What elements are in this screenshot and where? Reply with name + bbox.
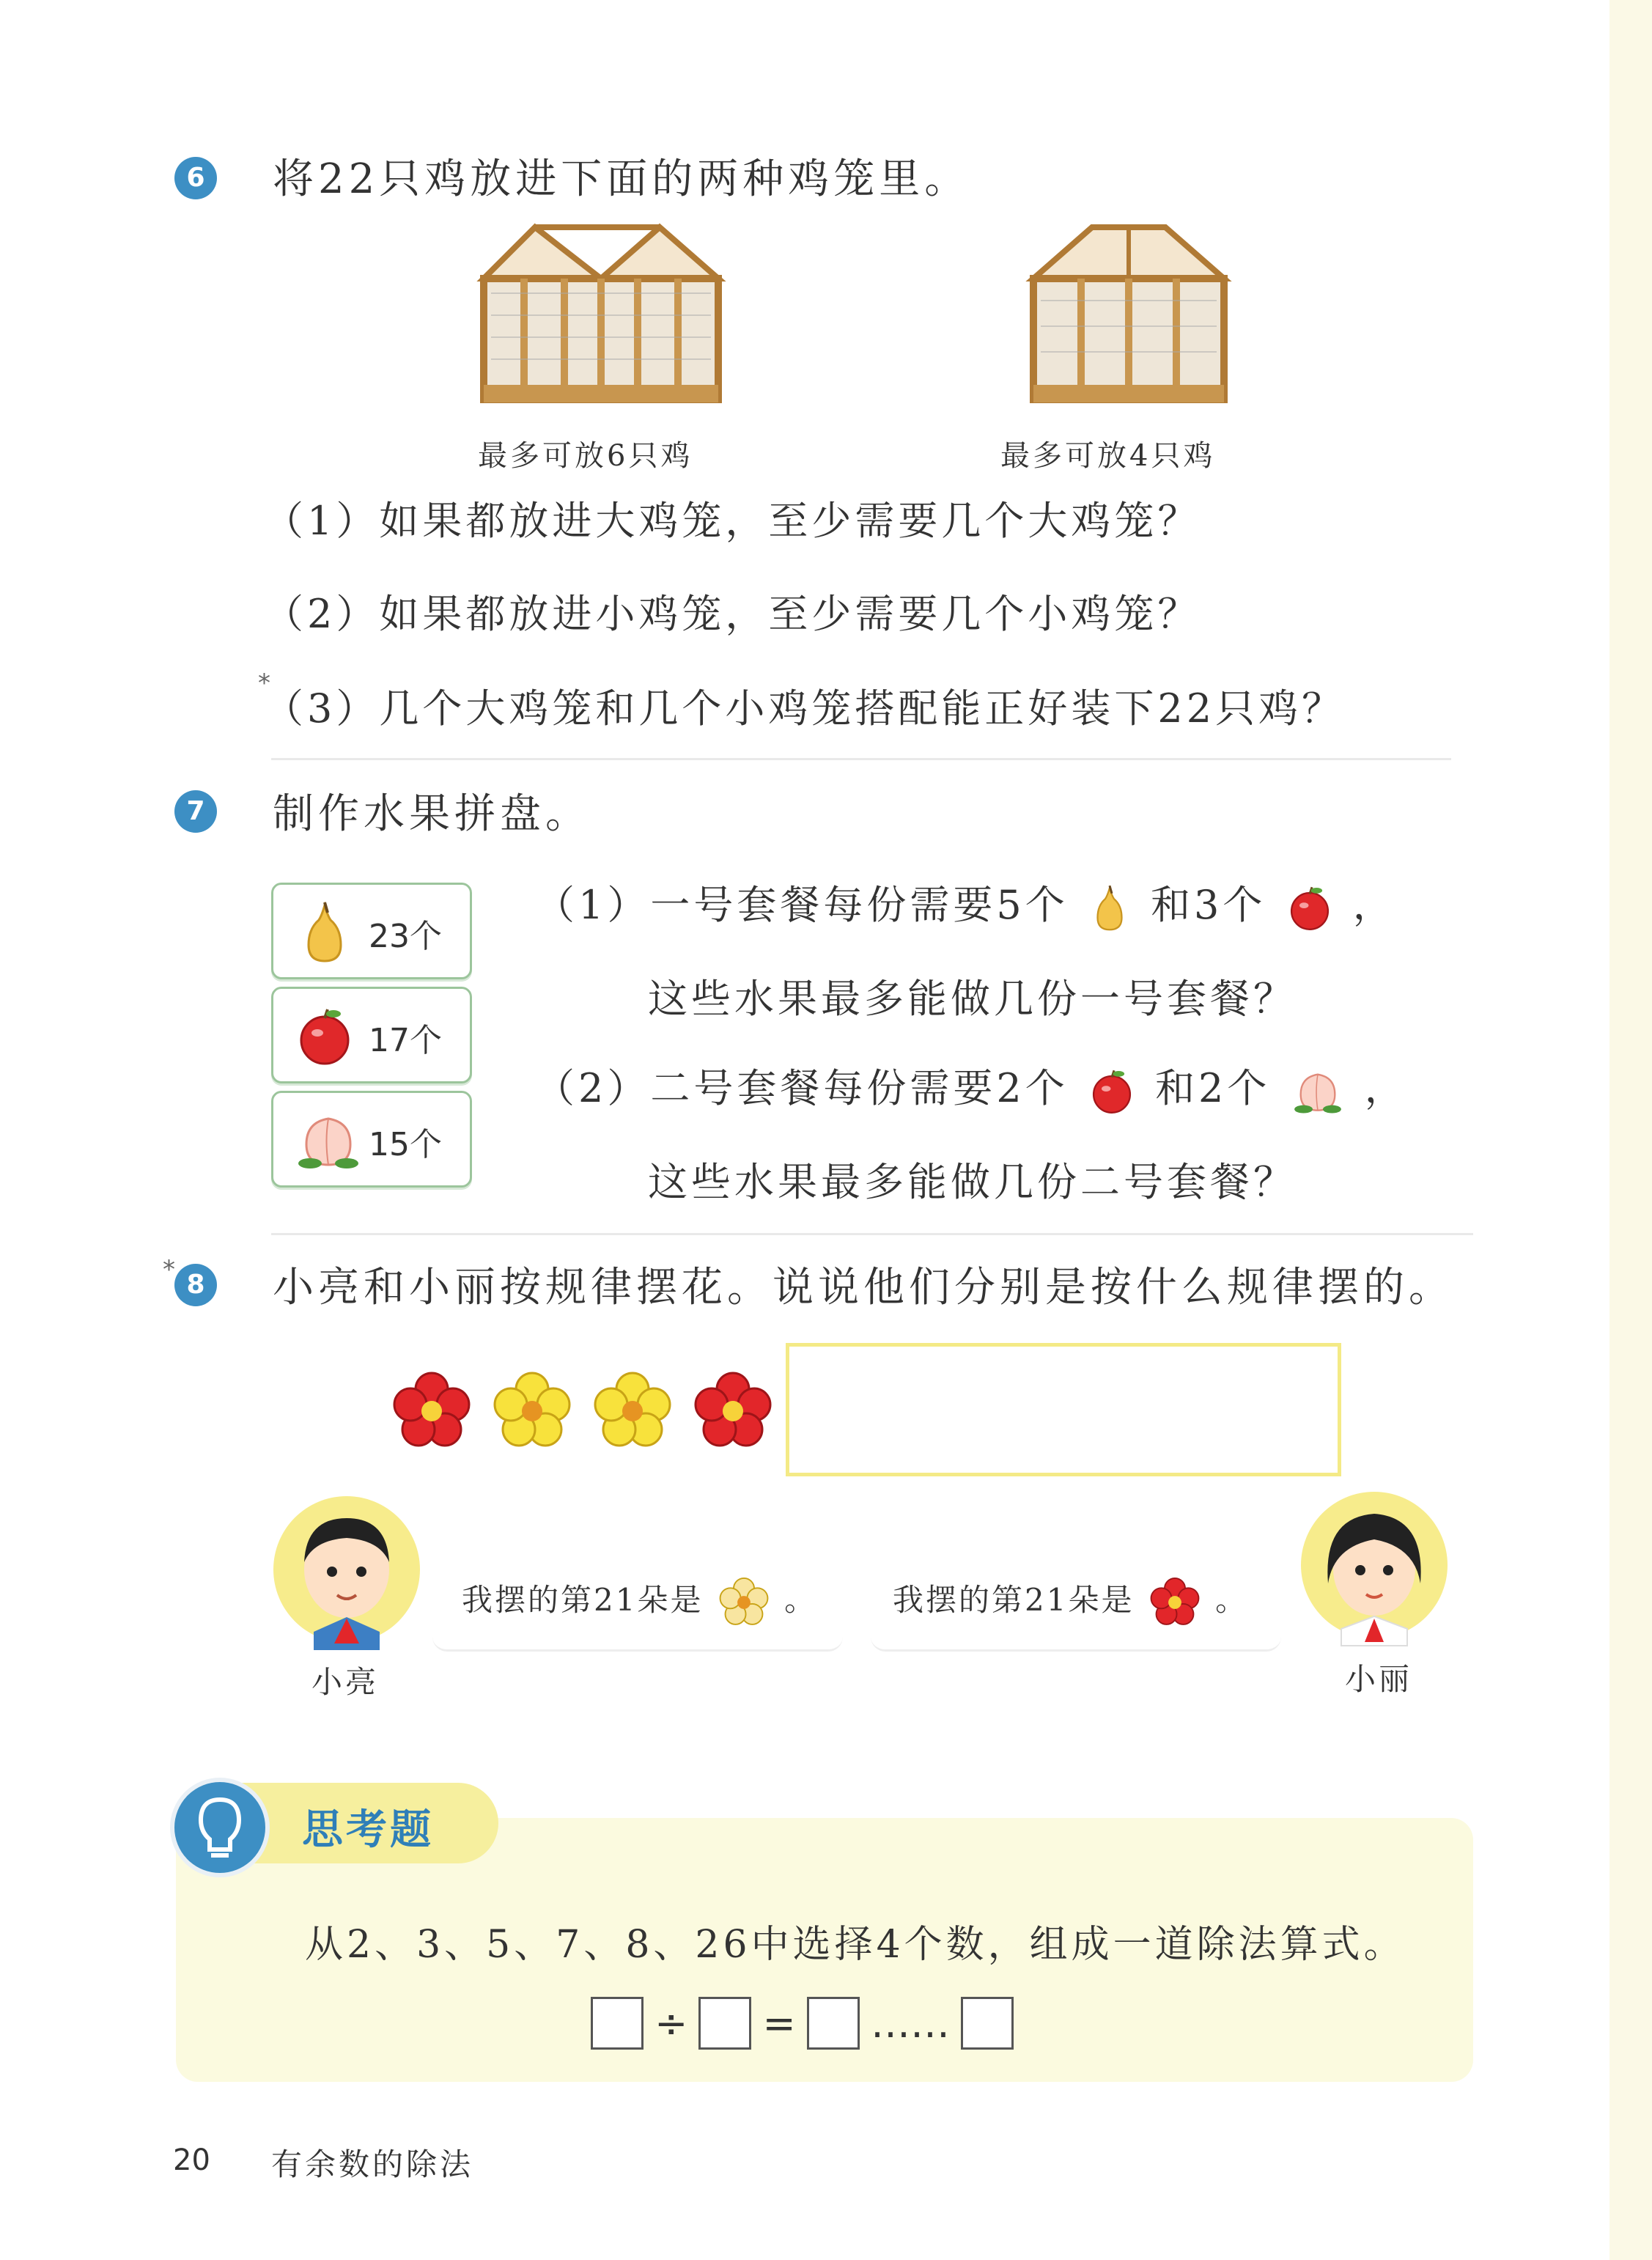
red-flower-icon: [693, 1371, 773, 1451]
chapter-title: 有余数的除法: [271, 2146, 474, 2182]
apple-count-card: [271, 987, 472, 1083]
small-cage-caption: 最多可放4只鸡: [1000, 439, 1216, 473]
girl-speech-end: 。: [1215, 1582, 1249, 1618]
divider-2: [271, 1233, 1473, 1235]
girl-avatar: [1297, 1488, 1451, 1649]
question-6-sub-1: （1）如果都放进大鸡笼，至少需要几个大鸡笼？: [264, 498, 1201, 544]
thinking-title: 思考题: [302, 1806, 434, 1854]
question-6-sub-2: （2）如果都放进小鸡笼，至少需要几个小鸡笼？: [264, 591, 1201, 637]
small-cage-image: [1019, 220, 1239, 418]
red-flower-icon: [391, 1371, 472, 1451]
question-7-prompt: 制作水果拼盘。: [273, 790, 591, 838]
divider-1: [271, 758, 1451, 760]
yellow-flower-icon: [492, 1371, 572, 1451]
peach-count-card: [271, 1091, 472, 1188]
page-edge-strip: [1609, 0, 1652, 2260]
question-8-prompt: 小亮和小丽按规律摆花。说说他们分别是按什么规律摆的。: [273, 1264, 1454, 1311]
pear-count: 23个: [369, 918, 442, 955]
divide-sign: ÷: [654, 2000, 688, 2047]
big-cage-image: [469, 220, 733, 418]
q7-sub2-text-a: （2）二号套餐每份需要2个: [535, 1065, 1069, 1111]
question-7-sub-1-line-2: 这些水果最多能做几份一号套餐？: [648, 976, 1297, 1022]
boy-speech-text: 我摆的第21朵是: [462, 1582, 704, 1618]
question-7-sub-2: [535, 1057, 1408, 1117]
question-6-sub-3: （3）几个大鸡笼和几个小鸡笼搭配能正好装下22只鸡？: [264, 685, 1346, 732]
thinking-question: 从2、3、5、7、8、26中选择4个数，组成一道除法算式。: [305, 1923, 1406, 1967]
peach-count: 15个: [369, 1126, 442, 1163]
boy-avatar: [270, 1492, 424, 1654]
division-equation: [591, 1997, 1014, 2050]
pear-count-card: [271, 883, 472, 979]
pear-icon: [295, 899, 354, 965]
pear-icon: [1088, 880, 1132, 936]
answer-box[interactable]: [786, 1343, 1341, 1476]
divisor-box[interactable]: [698, 1997, 751, 2050]
boy-speech-bubble: [432, 1539, 843, 1652]
peach-icon: [295, 1108, 361, 1174]
question-8-number: 8: [174, 1264, 217, 1306]
red-flower-icon: [1149, 1577, 1201, 1628]
big-cage-caption: 最多可放6只鸡: [478, 439, 693, 473]
girl-speech-bubble: [871, 1539, 1281, 1652]
optional-star-mark: *: [163, 1255, 175, 1284]
optional-star-mark: *: [258, 669, 270, 698]
question-7-number: 7: [174, 790, 217, 833]
boy-name: 小亮: [311, 1664, 380, 1700]
apple-count: 17个: [369, 1022, 442, 1059]
page-number: 20: [173, 2143, 210, 2177]
apple-icon: [1088, 1066, 1136, 1117]
girl-speech-text: 我摆的第21朵是: [893, 1582, 1135, 1618]
boy-speech-end: 。: [784, 1582, 818, 1618]
remainder-dots: ……: [870, 2000, 950, 2047]
equals-sign: =: [762, 2000, 796, 2047]
girl-name: 小丽: [1345, 1661, 1413, 1697]
remainder-box[interactable]: [961, 1997, 1014, 2050]
peach-icon: [1290, 1066, 1346, 1117]
apple-icon: [1286, 883, 1334, 934]
question-6-number: 6: [174, 157, 217, 199]
q7-sub1-text-a: （1）一号套餐每份需要5个: [535, 882, 1069, 928]
flower-sequence: [388, 1371, 776, 1451]
quotient-box[interactable]: [807, 1997, 860, 2050]
dividend-box[interactable]: [591, 1997, 644, 2050]
thinking-badge: [170, 1778, 270, 1877]
yellow-flower-icon: [718, 1577, 770, 1628]
q7-sub1-text-c: ，: [1352, 882, 1396, 928]
lightbulb-icon: [174, 1782, 265, 1873]
q7-sub2-text-b: 和2个: [1155, 1065, 1271, 1111]
question-6-prompt: 将22只鸡放进下面的两种鸡笼里。: [273, 155, 970, 203]
question-7-sub-2-line-2: 这些水果最多能做几份二号套餐？: [648, 1159, 1297, 1205]
q7-sub2-text-c: ，: [1364, 1065, 1408, 1111]
yellow-flower-icon: [592, 1371, 673, 1451]
question-7-sub-1: [535, 874, 1396, 936]
q7-sub1-text-b: 和3个: [1151, 882, 1266, 928]
apple-icon: [295, 1004, 354, 1070]
